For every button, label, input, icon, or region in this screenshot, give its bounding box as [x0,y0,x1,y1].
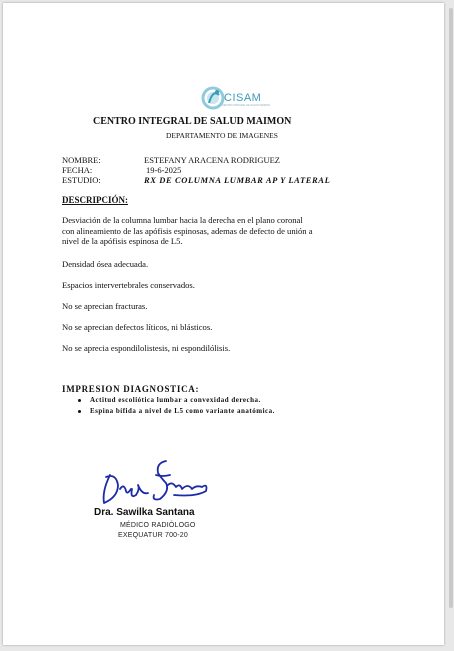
study-label: ESTUDIO: [62,175,101,185]
impression-heading: IMPRESION DIAGNOSTICA: [62,384,200,394]
exequatur-number: EXEQUATUR 700-20 [118,532,188,539]
finding-paragraph [62,301,147,312]
date-label: FECHA: [62,165,93,175]
bullet-icon [78,399,81,402]
center-title: CENTRO INTEGRAL DE SALUD MAIMON [93,116,292,127]
study-name: RX DE COLUMNA LUMBAR AP Y LATERAL [144,175,331,185]
exam-date: 19-6-2025 [146,165,182,175]
logo-text: CISAM [224,92,262,104]
impression-text: Actitud escoliótica lumbar a convexidad derecha. [90,396,261,404]
impression-item [78,395,275,406]
finding-paragraph [62,280,195,291]
name-label: NOMBRE: [62,155,101,165]
finding-paragraph [62,343,230,354]
scrollbar-thumb[interactable] [449,8,453,608]
finding-line: No se aprecian defectos líticos, ni blásticos. [62,322,213,332]
finding-line: No se aprecian fracturas. [62,301,148,311]
finding-line: Espacios intervertebrales conservados. [62,280,195,290]
document-page [3,3,444,645]
impression-text: Espina bífida a nivel de L5 como variante anatómica. [90,407,275,415]
finding-line: Desviación de la columna lumbar hacia la derecha en el plano coronal [62,215,303,225]
doctor-title: MÉDICO RADIÓLOGO [120,522,196,529]
bullet-icon [78,410,81,413]
finding-line: No se aprecia espondilolistesis, ni espondilólisis. [62,343,231,353]
description-heading: DESCRIPCIÓN: [62,195,129,205]
patient-name: ESTEFANY ARACENA RODRIGUEZ [144,155,281,165]
logo-subtext: CENTRO INTEGRAL DE SALUD MAIMON [222,104,270,107]
impression-item [78,406,275,417]
finding-line: con alineamiento de las apófisis espinosas, ademas de defecto de unión a [62,225,313,236]
finding-paragraph [62,322,212,333]
finding-paragraph [62,259,148,270]
finding-line: Densidad ósea adecuada. [62,259,149,269]
impression-list [78,395,275,417]
vertical-scrollbar[interactable] [448,0,454,651]
handwritten-signature-icon [96,455,212,511]
finding-paragraph [62,215,313,247]
finding-line: nivel de la apófisis espinosa de L5. [62,236,183,246]
doctor-name: Dra. Sawilka Santana [94,507,195,518]
department-title: DEPARTAMENTO DE IMAGENES [166,131,278,140]
